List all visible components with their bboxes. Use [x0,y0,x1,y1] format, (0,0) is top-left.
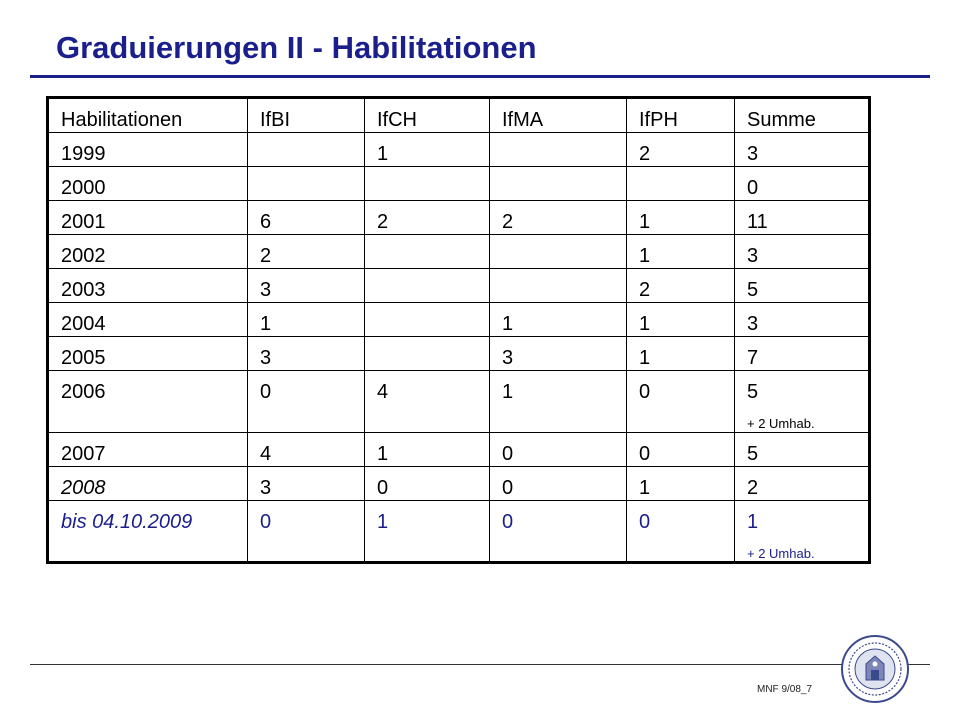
table-cell: 2 [490,201,627,235]
umhab-note: + 2 Umhab. [747,416,815,431]
table-row [48,269,870,303]
table-cell: 0 [490,467,627,501]
table-cell: 2003 [48,269,248,303]
table-row [48,467,870,501]
table-cell: 2008 [48,467,248,501]
table-cell: bis 04.10.2009 [48,501,248,563]
table-cell: 0 [248,371,365,433]
table-header-row [48,98,870,133]
table-cell: 4 [248,433,365,467]
table-cell: 5 [735,433,870,467]
table-row [48,201,870,235]
umhab-note: + 2 Umhab. [747,546,815,561]
table-cell: 2 [627,269,735,303]
table-cell: 2 [365,201,490,235]
table-cell: 2006 [48,371,248,433]
table-cell: 2002 [48,235,248,269]
university-seal-icon [840,634,910,704]
table-cell: 2 [627,133,735,167]
header-cell: IfMA [490,98,627,133]
table-cell: 3 [735,133,870,167]
table-cell: 3 [248,467,365,501]
sum-value: 5 [747,381,759,403]
table-cell: 2007 [48,433,248,467]
table-row [48,501,870,563]
table-cell: 1 [627,467,735,501]
table-row [48,167,870,201]
table-cell [490,269,627,303]
table-cell: 2000 [48,167,248,201]
table-cell: 3 [248,269,365,303]
table-cell: 0 [627,371,735,433]
table-cell [365,235,490,269]
header-cell: Summe [735,98,870,133]
table-cell [365,337,490,371]
table-cell [490,133,627,167]
table-cell: 1 [365,133,490,167]
table-cell: 2 [735,467,870,501]
table-cell: 6 [248,201,365,235]
table-cell: 1 [627,201,735,235]
sum-cell [735,371,870,433]
table-cell: 2 [248,235,365,269]
table-cell: 7 [735,337,870,371]
table-cell: 1 [365,433,490,467]
table-cell: 3 [735,235,870,269]
table-cell: 1 [490,371,627,433]
table-cell [248,133,365,167]
table-row [48,337,870,371]
title-underline [30,75,930,78]
table-cell: 4 [365,371,490,433]
table-cell [365,303,490,337]
table-cell: 2004 [48,303,248,337]
table-row [48,235,870,269]
slide-title: Graduierungen II - Habilitationen [56,30,537,65]
table-cell: 1 [248,303,365,337]
table-row [48,133,870,167]
table-row [48,433,870,467]
table-cell: 5 [735,269,870,303]
table-cell: 0 [490,501,627,563]
table-cell: 0 [365,467,490,501]
table-cell: 1 [627,303,735,337]
header-cell: IfPH [627,98,735,133]
table-cell: 1 [627,235,735,269]
slide-footer: MNF 9/08_7 [757,684,813,695]
table-row [48,371,870,433]
sum-cell [735,501,870,563]
header-cell: Habilitationen [48,98,248,133]
table-cell: 1999 [48,133,248,167]
table-cell: 0 [490,433,627,467]
table-cell [365,269,490,303]
table-cell [365,167,490,201]
table-cell: 1 [365,501,490,563]
header-cell: IfCH [365,98,490,133]
table-cell [490,167,627,201]
table-cell: 1 [627,337,735,371]
table-row [48,303,870,337]
header-cell: IfBI [248,98,365,133]
table-cell: 0 [627,433,735,467]
footer-divider [30,664,930,665]
table-cell [490,235,627,269]
habilitation-table [46,96,871,564]
table-cell [248,167,365,201]
table-cell: 1 [490,303,627,337]
table-cell [627,167,735,201]
table-cell: 0 [735,167,870,201]
table-cell: 11 [735,201,870,235]
table-cell: 3 [735,303,870,337]
table-cell: 3 [248,337,365,371]
table-cell: 3 [490,337,627,371]
table-cell: 0 [248,501,365,563]
table-cell: 2005 [48,337,248,371]
table-cell: 0 [627,501,735,563]
table-cell: 2001 [48,201,248,235]
sum-value: 1 [747,511,759,533]
